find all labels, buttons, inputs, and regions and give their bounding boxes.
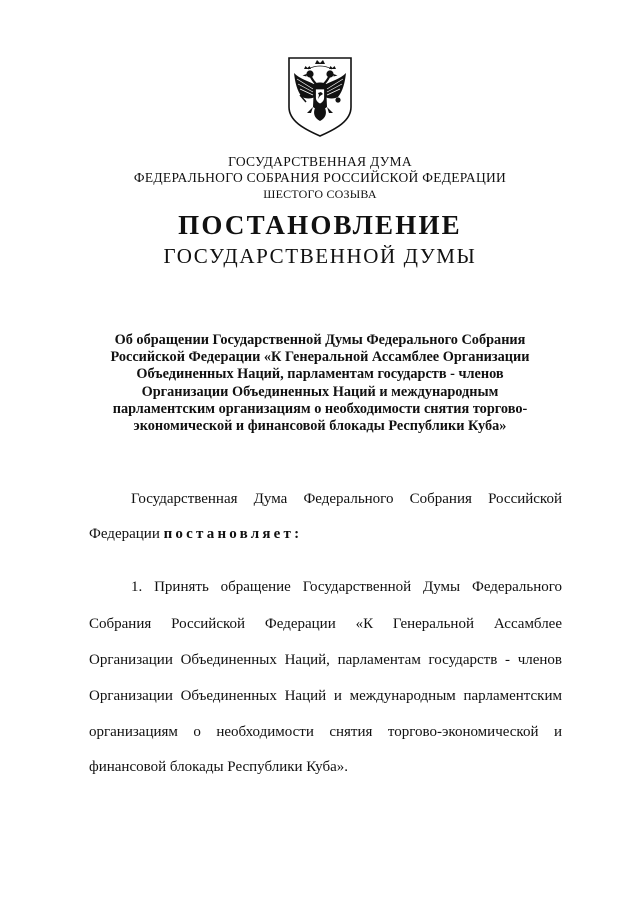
clause-line: организациям о необходимости снятия торгово-экономической и — [89, 724, 562, 740]
clause-line: Организации Объединенных Наций, парламентам государств - членов — [89, 652, 562, 668]
clause-line: 1. Принять обращение Государственной Думы Федерального — [131, 579, 562, 595]
preamble-resolves-line — [89, 524, 302, 544]
clause-line: Организации Объединенных Наций и международным парламентским — [89, 688, 562, 704]
coat-of-arms-icon — [286, 55, 354, 139]
preamble-line: Государственная Дума Федерального Собрания Российской — [131, 491, 562, 507]
clause-line: Собрания Российской Федерации «К Генеральной Ассамблее — [89, 616, 562, 632]
preamble-text: Федерации — [89, 526, 160, 542]
document-issuer-heading: ГОСУДАРСТВЕННОЙ ДУМЫ — [163, 244, 477, 268]
clause-last-line: финансовой блокады Республики Куба». — [89, 759, 349, 775]
header-line-convocation: ШЕСТОГО СОЗЫВА — [263, 187, 377, 201]
title-line: Организации Объединенных Наций и международным — [141, 383, 499, 400]
header-line-federal-assembly: ФЕДЕРАЛЬНОГО СОБРАНИЯ РОССИЙСКОЙ ФЕДЕРАЦИИ — [133, 170, 507, 185]
resolves-word: постановляет: — [163, 526, 303, 542]
title-line: парламентским организациям о необходимости снятия торгово- — [112, 400, 528, 417]
title-line: Объединенных Наций, парламентам государств - членов — [136, 366, 504, 383]
document-type-heading: ПОСТАНОВЛЕНИЕ — [178, 210, 462, 240]
title-line: экономической и финансовой блокады Республики Куба» — [133, 418, 507, 435]
header-line-state-duma: ГОСУДАРСТВЕННАЯ ДУМА — [228, 154, 412, 169]
resolution-title — [80, 332, 560, 435]
title-line: Российской Федерации «К Генеральной Ассамблее Организации — [110, 349, 530, 366]
title-line: Об обращении Государственной Думы Федерального Собрания — [114, 332, 526, 348]
